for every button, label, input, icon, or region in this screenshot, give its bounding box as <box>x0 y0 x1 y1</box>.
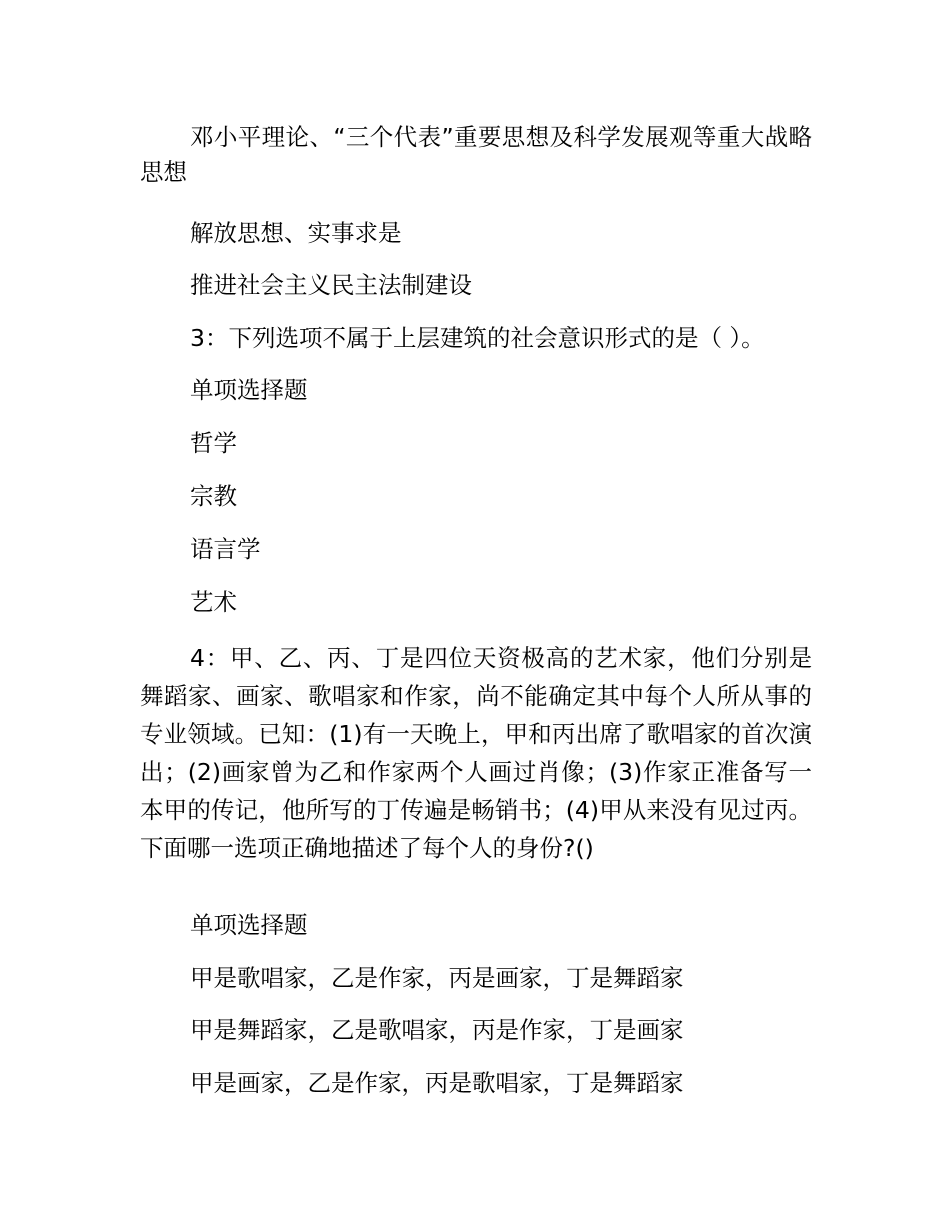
question-4-option: 甲是舞蹈家，乙是歌唱家，丙是作家，丁是画家 <box>190 1016 684 1044</box>
prev-option-line-2: 解放思想、实事求是 <box>190 219 402 247</box>
question-3-stem: 3：下列选项不属于上层建筑的社会意识形式的是（ ）。 <box>190 324 765 352</box>
question-3-option: 宗教 <box>190 482 237 510</box>
prev-option-line-1: 邓小平理论、“三个代表”重要思想及科学发展观等重大战略思想 <box>140 123 812 186</box>
question-4-stem: 4：甲、乙、丙、丁是四位天资极高的艺术家，他们分别是舞蹈家、画家、歌唱家和作家，尚不能确定其中每个人所从事的专业领域。已知：(1)有一天晚上，甲和丙出席了歌唱家的首次演出；(2)画家曾为乙和作家两个人画过肖像；(3)作家正准备写一本甲的传记，他所写的丁传遍是畅销书；(4)甲从来没有见过丙。下面哪一选项正确地描述了每个人的身份?() <box>140 644 812 862</box>
prev-option-line-3: 推进社会主义民主法制建设 <box>190 271 472 299</box>
question-4-option: 甲是歌唱家，乙是作家，丙是画家，丁是舞蹈家 <box>190 964 684 992</box>
question-4-type: 单项选择题 <box>190 911 308 939</box>
question-3-option: 哲学 <box>190 429 237 457</box>
question-4-option: 甲是画家，乙是作家，丙是歌唱家，丁是舞蹈家 <box>190 1069 684 1097</box>
question-3-option: 艺术 <box>190 588 237 616</box>
question-3-type: 单项选择题 <box>190 376 308 404</box>
question-3-option: 语言学 <box>190 535 261 563</box>
